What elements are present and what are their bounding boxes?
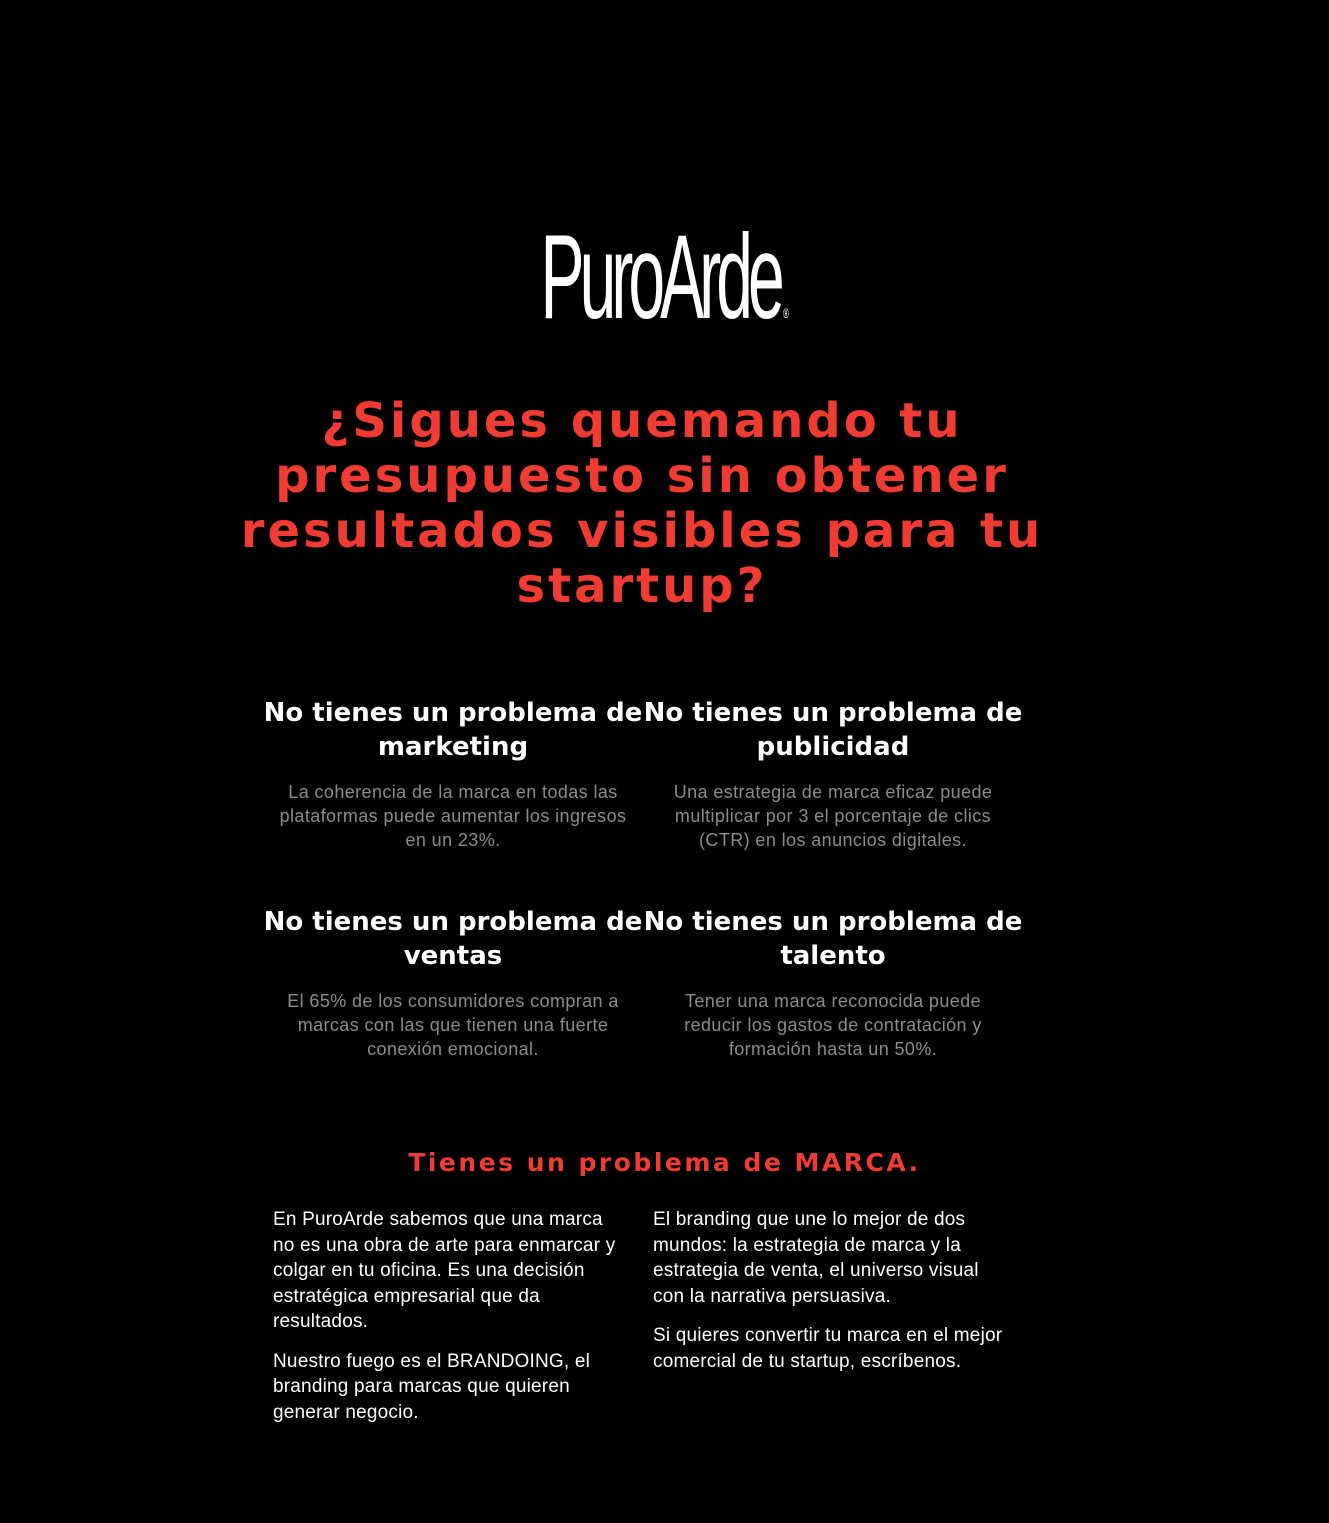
registered-mark: ® xyxy=(782,305,789,321)
brand-problem-left-column xyxy=(273,1207,623,1439)
brand-paragraph: El branding que une lo mejor de dos mundos: la estrategia de marca y la estrategia de venta, el universo visual con la narrativa persuasiva. xyxy=(653,1209,979,1307)
brand-paragraph: En PuroArde sabemos que una marca no es una obra de arte para enmarcar y colgar en tu oficina. Es una decisión estratégica empresarial que da resultados. xyxy=(273,1209,616,1332)
problem-card-ventas xyxy=(263,905,643,1061)
hero-headline: ¿Sigues quemando tu presupuesto sin obtener resultados visibles para tu startup? xyxy=(240,393,1044,614)
problem-text: El 65% de los consumidores compran a marcas con las que tienen una fuerte conexión emocional. xyxy=(287,991,619,1059)
problem-text: Tener una marca reconocida puede reducir los gastos de contratación y formación hasta un 50%. xyxy=(684,991,982,1059)
problem-title: No tienes un problema de ventas xyxy=(263,907,643,971)
brand-problem-heading: Tienes un problema de MARCA. xyxy=(408,1148,921,1177)
problem-card-marketing xyxy=(263,696,643,852)
problem-text: La coherencia de la marca en todas las plataformas puede aumentar los ingresos en un 23%. xyxy=(279,782,627,850)
problems-row-2 xyxy=(263,905,1023,1061)
brand-problem-right-column xyxy=(653,1207,1003,1388)
problems-row-1 xyxy=(263,696,1023,852)
brand-logo[interactable] xyxy=(0,212,1329,378)
problem-title: No tienes un problema de talento xyxy=(643,907,1023,971)
problem-card-talento xyxy=(643,905,1023,1061)
problem-card-publicidad xyxy=(643,696,1023,852)
problem-text: Una estrategia de marca eficaz puede multiplicar por 3 el porcentaje de clics (CTR) en los anuncios digitales. xyxy=(673,782,993,850)
logo-text: PuroArde xyxy=(540,210,780,344)
brand-paragraph: Si quieres convertir tu marca en el mejor comercial de tu startup, escríbenos. xyxy=(653,1325,1003,1372)
brand-paragraph: Nuestro fuego es el BRANDOING, el branding para marcas que quieren generar negocio. xyxy=(273,1350,591,1423)
problem-title: No tienes un problema de marketing xyxy=(263,698,643,762)
problem-title: No tienes un problema de publicidad xyxy=(643,698,1023,762)
